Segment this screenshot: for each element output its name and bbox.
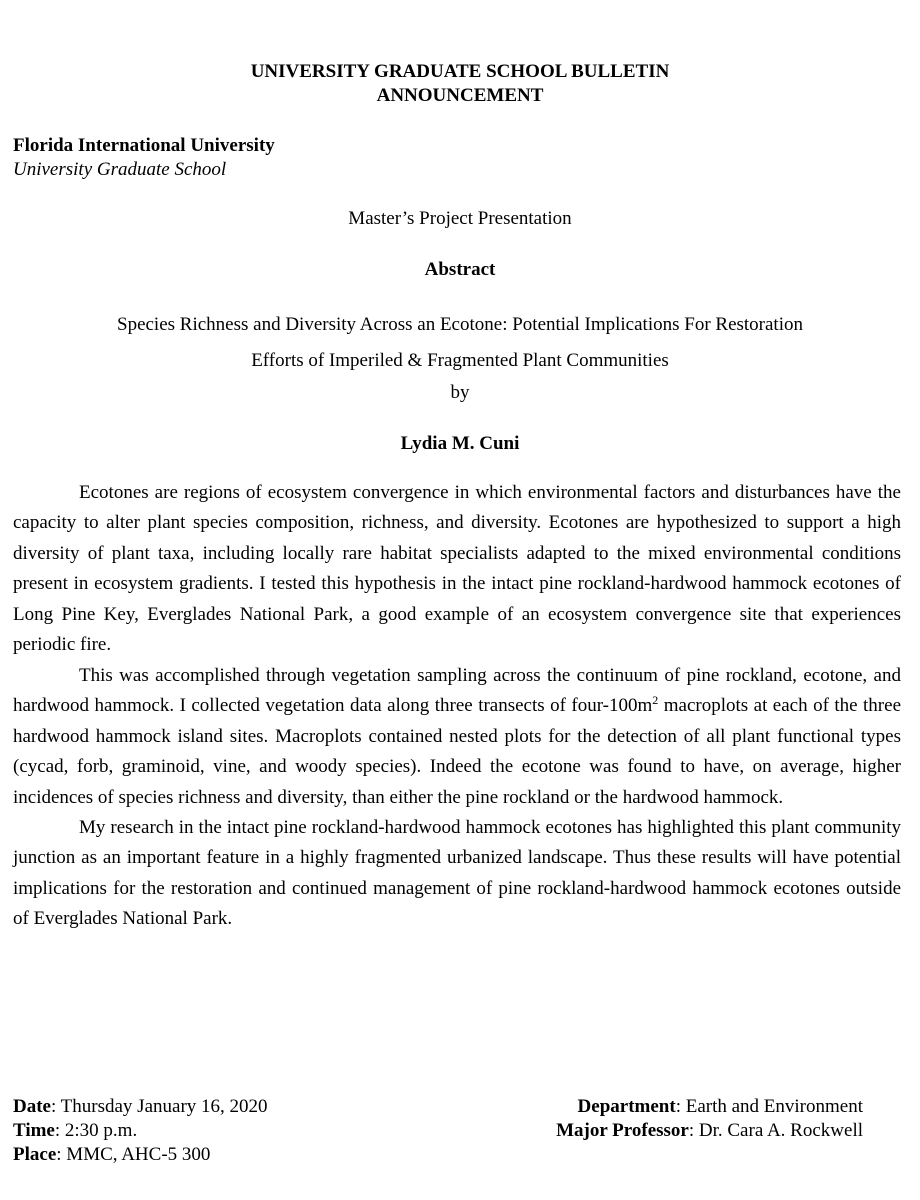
- abstract-paragraph-3: My research in the intact pine rockland-hardwood hammock ecotones has highlighted this plant community junction as an important feature in a highly fragmented urbanized landscape. Thus these results will have potential implications for the restoration and continued management of pine rockland-hardwood hammock ecotones outside of Everglades National Park.: [13, 816, 901, 930]
- event-details-left: [13, 1095, 268, 1167]
- by-line: by: [450, 382, 470, 403]
- place-value: : MMC, AHC-5 300: [56, 1144, 211, 1165]
- project-title-line1: Species Richness and Diversity Across an Ecotone: Potential Implications For Restoration: [117, 314, 803, 335]
- author-name: Lydia M. Cuni: [400, 433, 520, 454]
- professor-label: Major Professor: [556, 1120, 689, 1141]
- project-title: [0, 307, 920, 379]
- date-label: Date: [13, 1096, 51, 1117]
- department-row: [556, 1095, 863, 1119]
- professor-value: : Dr. Cara A. Rockwell: [688, 1120, 863, 1141]
- bulletin-title-line1: UNIVERSITY GRADUATE SCHOOL BULLETIN: [250, 61, 670, 82]
- place-row: [13, 1143, 268, 1167]
- bulletin-title-line2: ANNOUNCEMENT: [376, 85, 544, 106]
- abstract-paragraph-2: [13, 661, 901, 813]
- time-row: [13, 1119, 268, 1143]
- event-details-right: [556, 1095, 863, 1143]
- superscript-squared: 2: [652, 693, 659, 708]
- university-name: Florida International University: [13, 135, 275, 156]
- abstract-paragraph-2-part1: This was accomplished through vegetation sampling across the continuum of pine rockland, ecotone, and hardwood hammock. I collected vegetation data along three transects of four-100m: [13, 664, 901, 717]
- school-name: University Graduate School: [13, 159, 227, 180]
- department-value: : Earth and Environment: [675, 1096, 863, 1117]
- date-row: [13, 1095, 268, 1119]
- abstract-body: [13, 478, 901, 935]
- department-label: Department: [577, 1096, 676, 1117]
- abstract-paragraph-2-part2: macroplots at each of the three hardwood hammock island sites. Macroplots contained nested plots for the detection of all plant functional types (cycad, forb, graminoid, vine, and woody species). Indeed the ecotone was found to have, on average, higher incidences of species richness and diversity, than either the pine rockland or the hardwood hammock.: [13, 695, 901, 808]
- time-value: : 2:30 p.m.: [54, 1120, 138, 1141]
- professor-row: [556, 1119, 863, 1143]
- abstract-paragraph-1: Ecotones are regions of ecosystem convergence in which environmental factors and disturbances have the capacity to alter plant species composition, richness, and diversity. Ecotones are hypothesized to support a high diversity of plant taxa, including locally rare habitat specialists adapted to the mixed environmental conditions present in ecosystem gradients. I tested this hypothesis in the intact pine rockland-hardwood hammock ecotones of Long Pine Key, Everglades National Park, a good example of an ecosystem convergence site that experiences periodic fire.: [13, 482, 901, 656]
- place-label: Place: [13, 1144, 57, 1165]
- project-title-line2: Efforts of Imperiled & Fragmented Plant Communities: [251, 350, 669, 371]
- bulletin-title: [0, 60, 920, 108]
- presentation-type: Master’s Project Presentation: [348, 208, 572, 229]
- date-value: : Thursday January 16, 2020: [50, 1096, 268, 1117]
- time-label: Time: [13, 1120, 55, 1141]
- abstract-heading: Abstract: [424, 259, 496, 280]
